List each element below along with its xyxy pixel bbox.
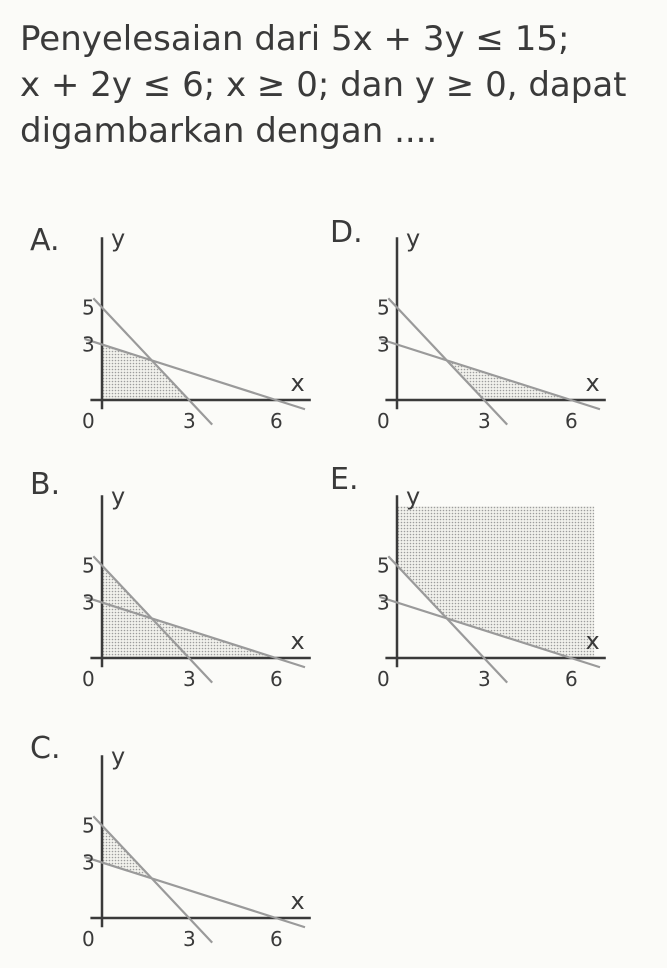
option-d-graph[interactable] [355, 200, 615, 450]
y-tick-5: 5 [82, 295, 95, 320]
origin-label: 0 [82, 666, 95, 691]
y-tick-3: 3 [377, 590, 390, 615]
x-tick-3: 3 [478, 408, 491, 433]
origin-label: 0 [82, 408, 95, 433]
origin-label: 0 [82, 926, 95, 951]
question-line-1: Penyelesaian dari 5x + 3y ≤ 15; [20, 19, 570, 59]
y-axis-label: y [111, 224, 126, 253]
x-tick-3: 3 [478, 666, 491, 691]
y-tick-5: 5 [377, 295, 390, 320]
option-e-graph[interactable] [355, 458, 615, 708]
y-axis-label: y [406, 224, 421, 253]
question-line-3: digambarkan dengan .... [20, 111, 438, 151]
x-axis-label: x [585, 368, 600, 397]
x-axis-label: x [290, 368, 305, 397]
origin-label: 0 [377, 408, 390, 433]
option-d-label[interactable]: D. [330, 215, 363, 250]
line-x-2y-6 [85, 857, 305, 927]
y-axis-label: y [111, 742, 126, 771]
x-tick-3: 3 [183, 666, 196, 691]
x-axis-label: x [290, 886, 305, 915]
option-a-graph[interactable] [60, 200, 320, 450]
x-tick-6: 6 [565, 666, 578, 691]
question-text [20, 16, 640, 154]
x-tick-6: 6 [565, 408, 578, 433]
y-tick-3: 3 [377, 332, 390, 357]
y-tick-5: 5 [377, 553, 390, 578]
y-tick-3: 3 [82, 850, 95, 875]
option-a-label[interactable]: A. [30, 223, 60, 258]
origin-label: 0 [377, 666, 390, 691]
y-tick-5: 5 [82, 553, 95, 578]
option-e-label[interactable]: E. [330, 462, 359, 497]
x-tick-3: 3 [183, 408, 196, 433]
option-b-graph[interactable] [60, 458, 320, 708]
y-axis-label: y [406, 482, 421, 511]
x-tick-6: 6 [270, 926, 283, 951]
shaded-region [397, 506, 594, 658]
option-c-graph[interactable] [60, 718, 320, 968]
x-axis-label: x [290, 626, 305, 655]
x-tick-6: 6 [270, 666, 283, 691]
y-tick-5: 5 [82, 813, 95, 838]
y-axis-label: y [111, 482, 126, 511]
option-c-label[interactable]: C. [30, 731, 61, 766]
y-tick-3: 3 [82, 332, 95, 357]
y-tick-3: 3 [82, 590, 95, 615]
option-b-label[interactable]: B. [30, 467, 61, 502]
question-line-2: x + 2y ≤ 6; x ≥ 0; dan y ≥ 0, dapat [20, 65, 627, 105]
x-tick-3: 3 [183, 926, 196, 951]
x-tick-6: 6 [270, 408, 283, 433]
x-axis-label: x [585, 626, 600, 655]
